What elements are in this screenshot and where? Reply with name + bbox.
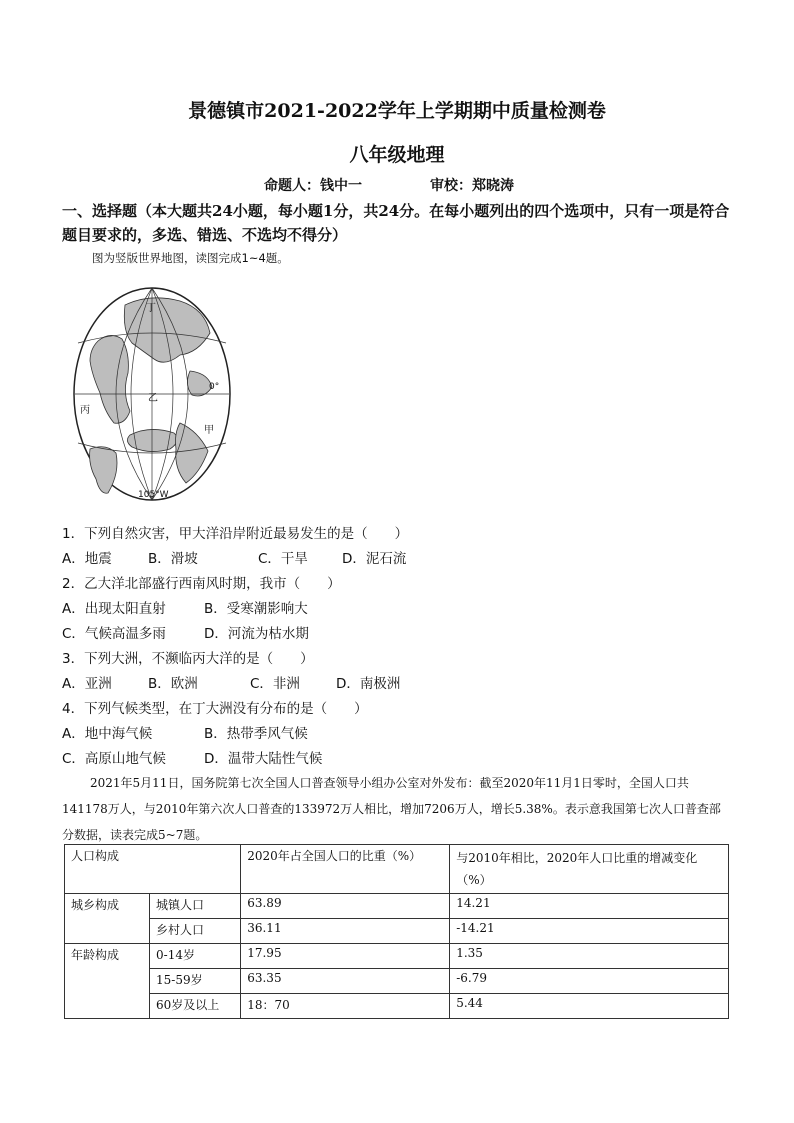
- table-row: [65, 969, 729, 994]
- table-cell: 1.35: [450, 944, 729, 969]
- option-a: A．地震: [62, 551, 112, 567]
- table-cell: 17.95: [241, 944, 450, 969]
- table-cell: 60岁及以上: [150, 994, 241, 1019]
- map-intro: 图为竖版世界地图，读图完成1~4题。: [92, 251, 289, 265]
- option-b: B．滑坡: [148, 551, 198, 567]
- exam-subtitle: 八年级地理: [349, 144, 445, 166]
- option-a: A．亚洲: [62, 676, 112, 692]
- table-row: [65, 944, 729, 969]
- question-4-stem: 4．下列气候类型，在丁大洲没有分布的是（ ）: [62, 701, 368, 717]
- table-cell: 14.21: [450, 894, 729, 919]
- header-cell: 2020年占全国人口的比重（%）: [241, 845, 450, 894]
- label-ding: 丁: [146, 303, 156, 314]
- option-b: B．热带季风气候: [204, 726, 308, 742]
- option-c: C．气候高温多雨: [62, 626, 166, 642]
- option-b: B．受寒潮影响大: [204, 601, 308, 617]
- world-map-figure: [70, 283, 235, 505]
- reviewer-text: 审校：郑晓涛: [430, 178, 514, 194]
- table-cell: -14.21: [450, 919, 729, 944]
- section-heading: 一、选择题（本大题共24小题，每小题1分，共24分。在每小题列出的四个选项中，只有一项是符合题目要求的，多选、错选、不选均不得分）: [62, 202, 730, 244]
- table-row: [65, 919, 729, 944]
- option-c: C．干旱: [258, 551, 308, 567]
- table-cell: -6.79: [450, 969, 729, 994]
- header-cell: 与2010年相比，2020年人口比重的增减变化（%）: [450, 845, 729, 894]
- option-a: A．出现太阳直射: [62, 601, 166, 617]
- question-1-stem: 1．下列自然灾害，甲大洋沿岸附近最易发生的是（ ）: [62, 526, 409, 542]
- author-text: 命题人：钱中一: [264, 178, 362, 194]
- label-jia: 甲: [204, 425, 214, 436]
- table-row: [65, 994, 729, 1019]
- label-yi: 乙: [148, 393, 158, 404]
- option-d: D．温带大陆性气候: [204, 751, 323, 767]
- header-cell: 人口构成: [65, 845, 241, 894]
- table-cell: 0-14岁: [150, 944, 241, 969]
- table-cell: 5.44: [450, 994, 729, 1019]
- table-cell: 63.35: [241, 969, 450, 994]
- option-c: C．高原山地气候: [62, 751, 166, 767]
- exam-title: 景德镇市2021-2022学年上学期期中质量检测卷: [188, 100, 606, 122]
- table-cell: 城镇人口: [150, 894, 241, 919]
- group-cell: 年龄构成: [65, 944, 150, 1019]
- question-3-stem: 3．下列大洲，不濒临丙大洋的是（ ）: [62, 651, 314, 667]
- option-a: A．地中海气候: [62, 726, 153, 742]
- census-table: [64, 844, 729, 1019]
- label-bing: 丙: [80, 405, 90, 416]
- option-d: D．泥石流: [342, 551, 407, 567]
- table-header-row: [65, 845, 729, 894]
- table-cell: 15-59岁: [150, 969, 241, 994]
- option-b: B．欧洲: [148, 676, 198, 692]
- group-cell: 城乡构成: [65, 894, 150, 944]
- option-d: D．河流为枯水期: [204, 626, 309, 642]
- option-c: C．非洲: [250, 676, 300, 692]
- label-equator: 0°: [209, 382, 220, 392]
- question-2-stem: 2．乙大洋北部盛行西南风时期，我市（ ）: [62, 576, 341, 592]
- table-cell: 18：70: [241, 994, 450, 1019]
- table-cell: 乡村人口: [150, 919, 241, 944]
- table-row: [65, 894, 729, 919]
- table-cell: 63.89: [241, 894, 450, 919]
- option-d: D．南极洲: [336, 676, 401, 692]
- label-longitude: 105°W: [138, 490, 169, 500]
- census-paragraph: 2021年5月11日，国务院第七次全国人口普查领导小组办公室对外发布：截至2020年11月1日零时，全国人口共141178万人，与2010年第六次人口普查的133972万人相比，增加7206万人，增长5.38%。表示意我国第七次人口普查部分数据，读表完成5~7题。: [62, 776, 721, 842]
- table-cell: 36.11: [241, 919, 450, 944]
